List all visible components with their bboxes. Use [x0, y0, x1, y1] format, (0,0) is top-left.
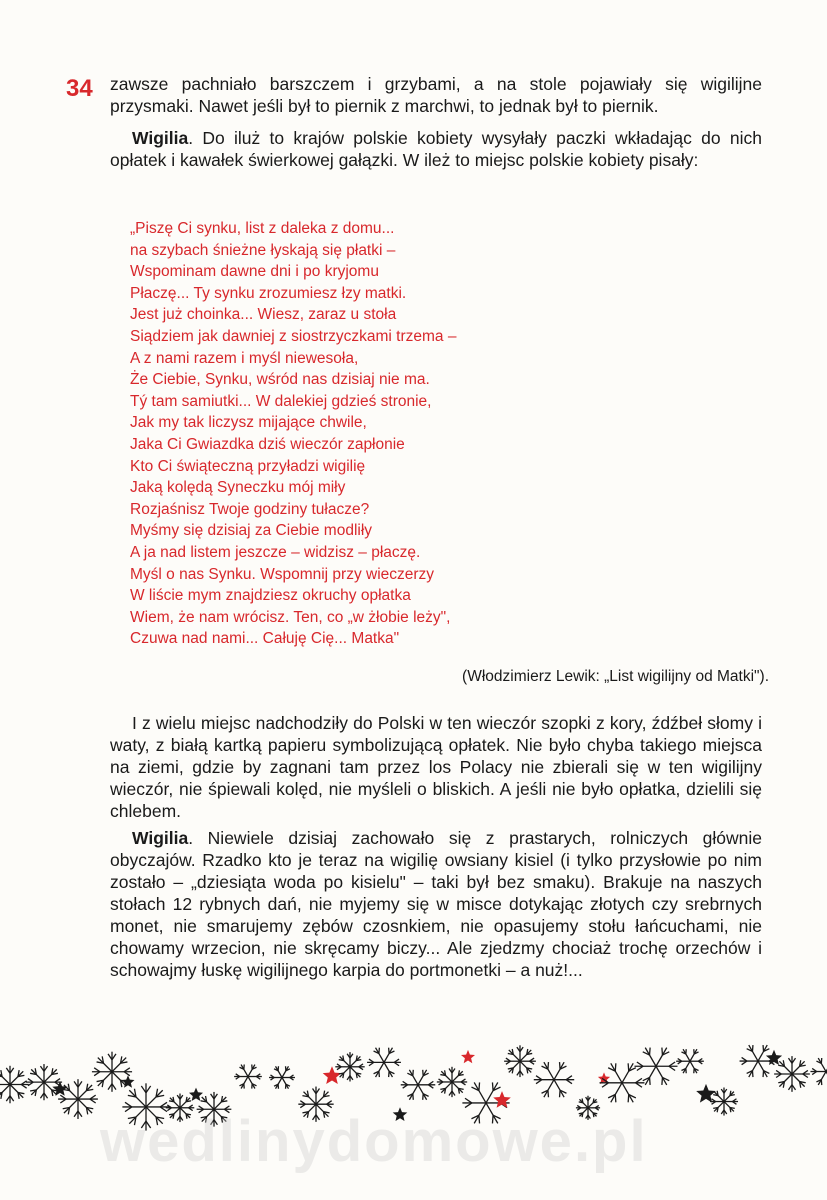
poem-line: Płaczę... Ty synku zrozumiesz łzy matki.	[130, 284, 407, 302]
poem-line: A z nami razem i myśl niewesoła,	[130, 349, 359, 367]
snowflake-icon	[810, 1058, 827, 1085]
snowflake-icon	[269, 1066, 295, 1089]
snowflake-icon	[437, 1067, 467, 1097]
poem-line: Jaką kolędą Syneczku mój miły	[130, 479, 346, 497]
poem-line: Jaka Ci Gwiazdka dziś wieczór zapłonie	[130, 435, 405, 453]
wigilia-paragraph-1	[110, 127, 762, 171]
poem-line: Czuwa nad nami... Całuję Cię... Matka"	[130, 630, 400, 648]
poem	[130, 218, 550, 650]
poem-line: na szybach śnieżne łyskają się płatki –	[130, 241, 396, 259]
star-icon	[189, 1088, 203, 1101]
intro-paragraph: zawsze pachniało barszczem i grzybami, a na stole pojawiały się wigilijne przysmaki. Nawet jeśli był to piernik z marchwi, to jednak był to piernik.	[110, 74, 762, 116]
poem-line: Że Ciebie, Synku, wśród nas dzisiaj nie ma.	[130, 371, 430, 389]
snowflake-icon	[367, 1048, 401, 1077]
star-icon	[493, 1091, 511, 1108]
snowflake-icon	[504, 1045, 536, 1077]
snowflake-icon	[58, 1079, 98, 1119]
poem-line: Myśmy się dzisiaj za Ciebie modliły	[130, 522, 373, 540]
star-icon	[461, 1050, 475, 1063]
poem-line: Myśl o nas Synku. Wspomnij przy wieczerzy	[130, 565, 435, 583]
poem-line: Kto Ci świąteczną przyładzi wigilię	[130, 457, 366, 475]
snowflake-icon	[401, 1070, 436, 1100]
poem-line: Wspominam dawne dni i po kryjomu	[130, 263, 379, 281]
poem-line: Jest już choinka... Wiesz, zaraz u stoła	[130, 306, 397, 324]
star-icon	[122, 1075, 135, 1088]
star-icon	[766, 1050, 782, 1065]
poem-line: Siądziem jak dawniej z siostrzyczkami trzema –	[130, 327, 457, 345]
page-number: 34	[66, 75, 93, 102]
poem-attribution: (Włodzimierz Lewik: „List wigilijny od Matki").	[462, 668, 769, 685]
poem-line: Jak my tak liczysz mijające chwile,	[130, 414, 367, 432]
wigilia-text-2: . Niewiele dzisiaj zachowało się z prastarych, rolniczych głównie obyczajów. Rzadko kto je teraz na wigilię owsiany kisiel (i tylko przysłowie po nim zostało – „dziesiąta woda po kisielu" – taki był bez smaku). Brakuje na naszych stołach 12 rybnych dań, nie myjemy się w misce dotykając złotych czy srebrnych monet, nie smarujemy zębów czosnkiem, nie opasujemy stołu łańcuchami, nie chowamy wrzecion, nie skręcamy biczy... Ale zjedzmy chociaż trochę orzechów i schowajmy łuskę wigilijnego karpia do portmonetki – a nuż!...	[110, 828, 762, 980]
snowflake-icon	[534, 1062, 574, 1097]
snowflake-icon	[774, 1056, 810, 1092]
poem-line: Rozjaśnisz Twoje godziny tułacze?	[130, 500, 370, 518]
poem-line: Tý tam samiutki... W dalekiej gdzieś stronie,	[130, 392, 432, 410]
snowflake-icon	[234, 1064, 262, 1088]
wigilia-text-1: . Do iluż to krajów polskie kobiety wysyłały paczki wkładając do nich opłatek i kawałek świerkowej gałązki. W ileż to miejsc polskie kobiety pisały:	[110, 128, 762, 170]
poem-line: Wiem, że nam wrócisz. Ten, co „w żłobie leży",	[130, 608, 451, 626]
poem-line: W liście mym znajdziesz okruchy opłatka	[130, 587, 411, 605]
snowflake-icon	[676, 1049, 704, 1073]
watermark: wedlinydomowe.pl	[100, 1109, 648, 1174]
snowflake-icon	[0, 1066, 29, 1103]
poem-line: „Piszę Ci synku, list z daleka z domu...	[130, 220, 395, 237]
paragraph-2: I z wielu miejsc nadchodziły do Polski w ten wieczór szopki z kory, źdźbeł słomy i waty, z białą kartką papieru symbolizującą opłatek. Nie było chyba takiego miejsca na ziemi, gdzie by zagnani tam przez los Polacy nie zbierali się w ten wigilijny wieczór, nie śpiewali kolęd, nie myśleli o bliskich. A jeśli nie było opłatka, dzielili się chlebem.	[110, 713, 762, 821]
wigilia-lead-1: Wigilia	[132, 128, 189, 148]
poem-line: A ja nad listem jeszcze – widzisz – płaczę.	[130, 543, 421, 561]
wigilia-paragraph-2	[110, 827, 762, 981]
wigilia-lead-2: Wigilia	[132, 828, 189, 848]
snowflake-icon	[335, 1052, 364, 1081]
